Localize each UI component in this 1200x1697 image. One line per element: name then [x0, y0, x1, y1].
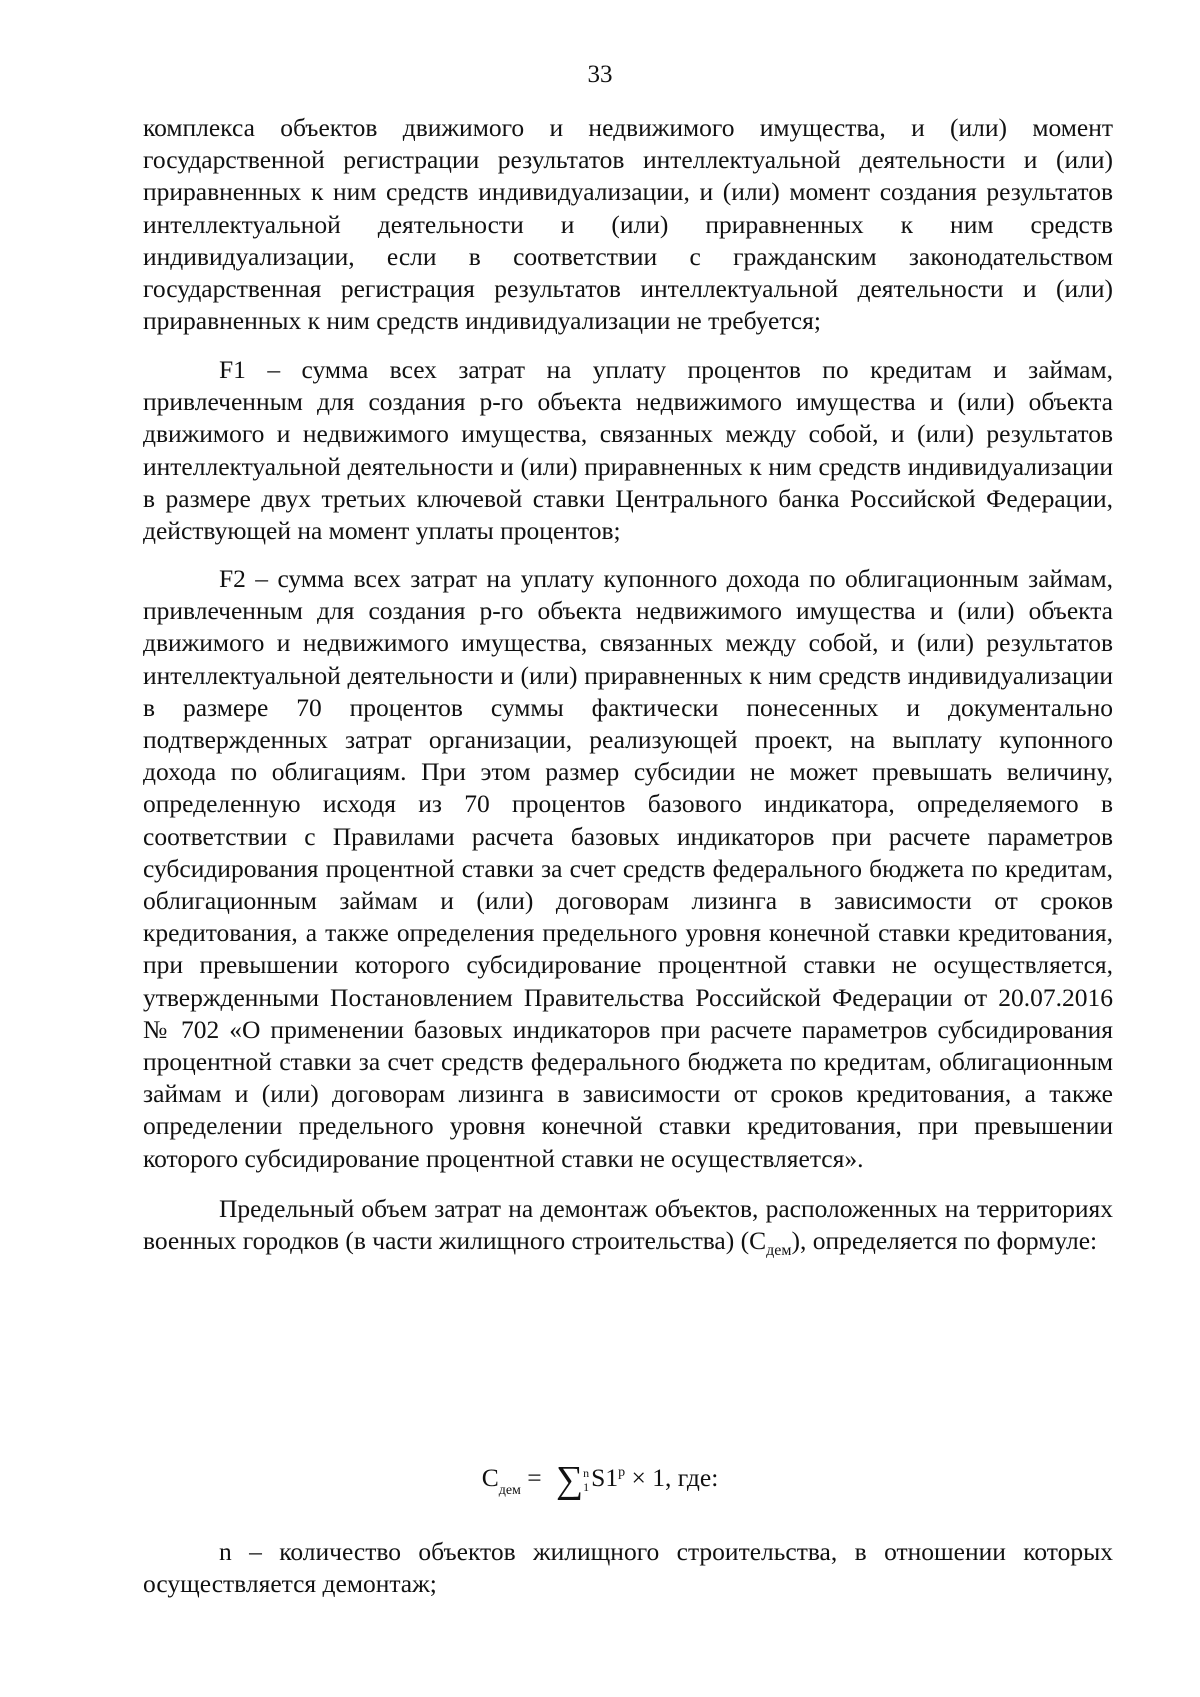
sigma-icon: ∑: [556, 1459, 584, 1501]
formula-term: S1: [591, 1463, 619, 1492]
formula: [0, 1453, 1200, 1511]
paragraph-text: n – количество объектов жилищного строительства, в отношении которых осуществляется демонтаж;: [143, 1537, 1113, 1599]
formula-lhs: С: [481, 1463, 499, 1492]
paragraph-end-text: ),: [791, 1226, 807, 1256]
paragraph-f1: [143, 354, 1113, 547]
paragraph-main-text: Предельный объем затрат на демонтаж объектов, расположенных на территориях военных городков (в части жилищного строительства) (С: [143, 1194, 1113, 1256]
formula-lower-limit: 1: [583, 1480, 590, 1495]
subscript-dem: дем: [766, 1242, 792, 1260]
formula-limits: [583, 1466, 589, 1494]
paragraph-continuation: [143, 112, 1113, 337]
paragraph-f2: [143, 563, 1113, 1175]
paragraph-n: [143, 1536, 1113, 1600]
formula-lhs-subscript: дем: [498, 1483, 521, 1498]
paragraph-tail-text: определяется по формуле:: [812, 1226, 1098, 1256]
paragraph-text: комплекса объектов движимого и недвижимого имущества, и (или) момент государственной регистрации результатов интеллектуальной деятельности и (или) приравненных к ним средств индивидуализации, и (или) момент создания результатов интеллектуальной деятельности и (или) приравненных к ним средств индивидуализации, если в соответствии с гражданским законодательством государственная регистрация результатов интеллектуальной деятельности и (или) приравненных к ним средств индивидуализации не требуется;: [143, 113, 1113, 336]
paragraph-text: F1 – сумма всех затрат на уплату процентов по кредитам и займам, привлеченным для создания р-го объекта недвижимого имущества и (или) объекта движимого и недвижимого имущества, связанных между собой, и (или) результатов интеллектуальной деятельности и (или) приравненных к ним средств индивидуализации в размере двух третьих ключевой ставки Центрального банка Российской Федерации, действующей на момент уплаты процентов;: [143, 355, 1113, 546]
paragraph-demolition: [143, 1193, 1113, 1267]
formula-upper-limit: n: [583, 1466, 590, 1481]
formula-term-superscript: р: [618, 1465, 626, 1480]
formula-equals: =: [527, 1463, 542, 1492]
formula-rest: × 1, где:: [631, 1463, 719, 1492]
page-number: 33: [587, 61, 613, 88]
paragraph-text: F2 – сумма всех затрат на уплату купонного дохода по облигационным займам, привлеченным для создания р-го объекта недвижимого имущества и (или) объекта движимого и недвижимого имущества, связанных между собой, и (или) результатов интеллектуальной деятельности и (или) приравненных к ним средств индивидуализации в размере 70 процентов суммы фактически понесенных и документально подтвержденных затрат организации, реализующей проект, на выплату купонного дохода по облигациям. При этом размер субсидии не может превышать величину, определенную исходя из 70 процентов базового индикатора, определяемого в соответствии с Правилами расчета базовых индикаторов при расчете параметров субсидирования процентной ставки за счет средств федерального бюджета по кредитам, облигационным займам и (или) договорам лизинга в зависимости от сроков кредитования, а также определения предельного уровня конечной ставки кредитования, при превышении которого субсидирование процентной ставки не осуществляется, утвержденными Постановлением Правительства Российской Федерации от 20.07.2016 № 702 «О применении базовых индикаторов при расчете параметров субсидирования процентной ставки за счет средств федерального бюджета по кредитам, облигационным займам и (или) договорам лизинга в зависимости от сроков кредитования, а также определении предельного уровня конечной ставки кредитования, при превышении которого субсидирование процентной ставки не осуществляется».: [143, 564, 1113, 1173]
paragraph-text: [143, 1193, 1113, 1267]
